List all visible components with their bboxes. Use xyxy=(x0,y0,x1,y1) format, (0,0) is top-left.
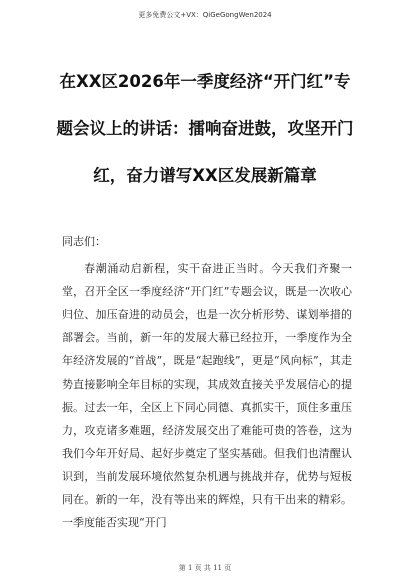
document-body xyxy=(62,230,352,534)
page-number: 第 1 页 共 11 页 xyxy=(178,564,232,572)
page-header: 更多免费公文+VX：QiGeGongWen2024 xyxy=(138,11,272,19)
title-line-3: 红，奋力谱写XX区发展新篇章 xyxy=(93,166,317,185)
body-paragraph: 春潮涌动启新程，实干奋进正当时。今天我们齐聚一堂，召开全区一季度经济“开门红”专题会议，既是一次收心归位、加压奋进的动员会，也是一次分析形势、谋划举措的部署会。当前，新一年的发展大幕已经拉开，一季度作为全年经济发展的“首战”，既是“起跑线”，更是“风向标”，其走势直接影响全年目标的实现，其成效直接关乎发展信心的提振。过去一年，全区上下同心同德、真抓实干，顶住多重压力，攻克诸多难题，经济发展交出了难能可贵的答卷，这为我们今年开好局、起好步奠定了坚实基础。但我们也清醒认识到，当前发展环境依然复杂机遇与挑战并存，优势与短板同在。新的一年，没有等出来的辉煌，只有干出来的精彩。一季度能否实现“开门 xyxy=(62,262,352,530)
title-line-1: 在XX区2026年一季度经济“开门红”专 xyxy=(59,72,351,91)
document-title xyxy=(50,58,360,199)
title-line-2: 题会议上的讲话：擂响奋进鼓，攻坚开门 xyxy=(56,119,354,138)
salutation: 同志们： xyxy=(62,235,106,248)
